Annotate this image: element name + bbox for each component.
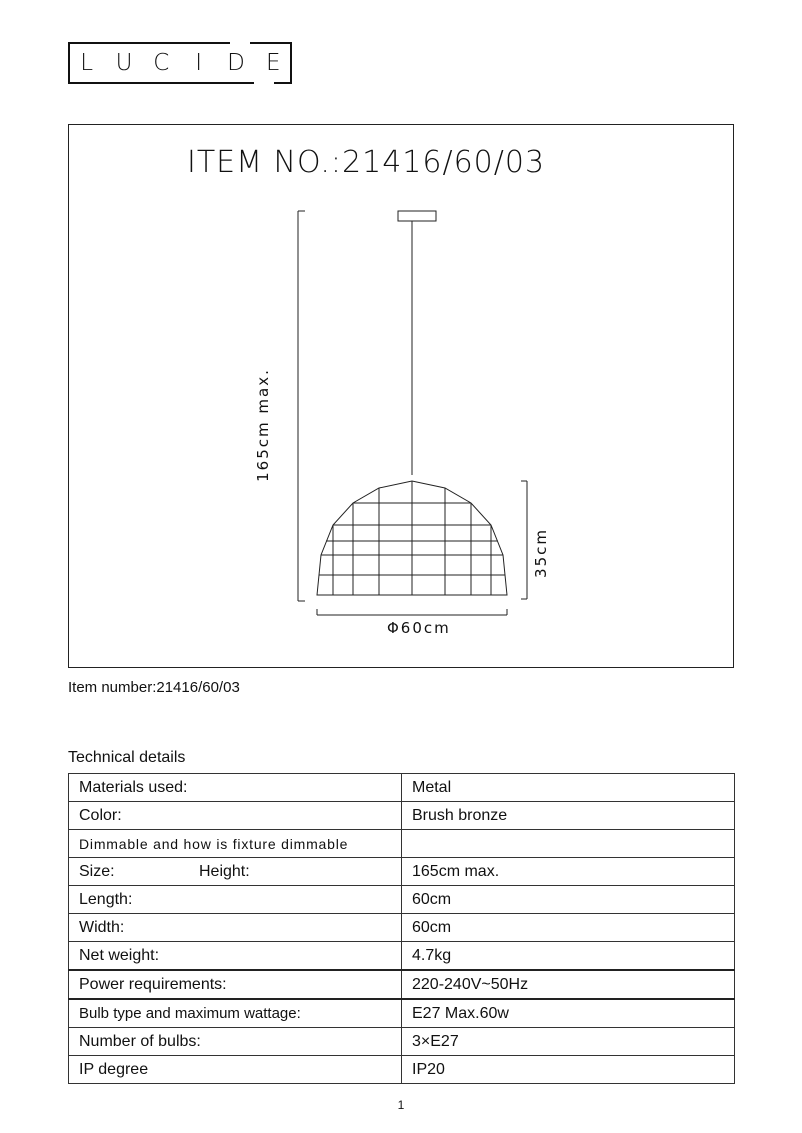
logo-letter: E [266,50,281,76]
spec-label: Length: [69,886,402,914]
spec-value: 165cm max. [402,858,735,886]
table-row [69,858,735,886]
brand-logo [68,42,290,82]
spec-label: Bulb type and maximum wattage: [69,999,402,1028]
table-row [69,774,735,802]
spec-value: 60cm [402,886,735,914]
spec-value: 4.7kg [402,942,735,971]
spec-label: Power requirements: [69,970,402,999]
spec-label: IP degree [69,1056,402,1084]
logo-letter: I [195,50,203,76]
table-row [69,999,735,1028]
logo-letter: D [227,50,245,76]
height-dimension-label: 165cm max. [254,368,272,482]
spec-label: Dimmable and how is fixture dimmable [69,830,402,858]
spec-label: Color: [69,802,402,830]
table-row [69,942,735,971]
table-row [69,1056,735,1084]
height-dimension-line [298,211,305,601]
spec-value: 60cm [402,914,735,942]
depth-dimension-line [521,481,527,599]
table-row [69,802,735,830]
logo-letter: L [80,50,94,76]
spec-value: 3×E27 [402,1028,735,1056]
spec-label: Number of bulbs: [69,1028,402,1056]
diameter-dimension-label: Φ60cm [387,619,451,637]
logo-letter: C [153,50,170,76]
spec-value: IP20 [402,1056,735,1084]
spec-label: Width: [69,914,402,942]
drawing-title: ITEM NO.:21416/60/03 [187,145,546,180]
spec-value: Metal [402,774,735,802]
height-label: Height: [199,862,250,880]
technical-details-heading: Technical details [68,749,186,766]
spec-value: Brush bronze [402,802,735,830]
spec-value: E27 Max.60w [402,999,735,1028]
item-number: Item number:21416/60/03 [68,679,240,696]
spec-label: Net weight: [69,942,402,971]
spec-label: Materials used: [69,774,402,802]
table-row [69,886,735,914]
technical-drawing [68,124,734,668]
page-number: 1 [397,1098,405,1112]
spec-value [402,830,735,858]
spec-label [69,858,402,886]
table-row [69,830,735,858]
logo-letters [68,42,292,84]
logo-letter: U [115,50,133,76]
table-row [69,914,735,942]
table-row [69,1028,735,1056]
size-label: Size: [79,862,115,880]
depth-dimension-label: 35cm [532,528,550,578]
pendant-lamp-drawing [69,125,735,669]
spec-value: 220-240V~50Hz [402,970,735,999]
diameter-dimension-line [317,609,507,615]
ceiling-canopy [398,211,436,221]
table-row [69,970,735,999]
lamp-shade [317,481,507,595]
technical-details-table [68,773,735,1084]
